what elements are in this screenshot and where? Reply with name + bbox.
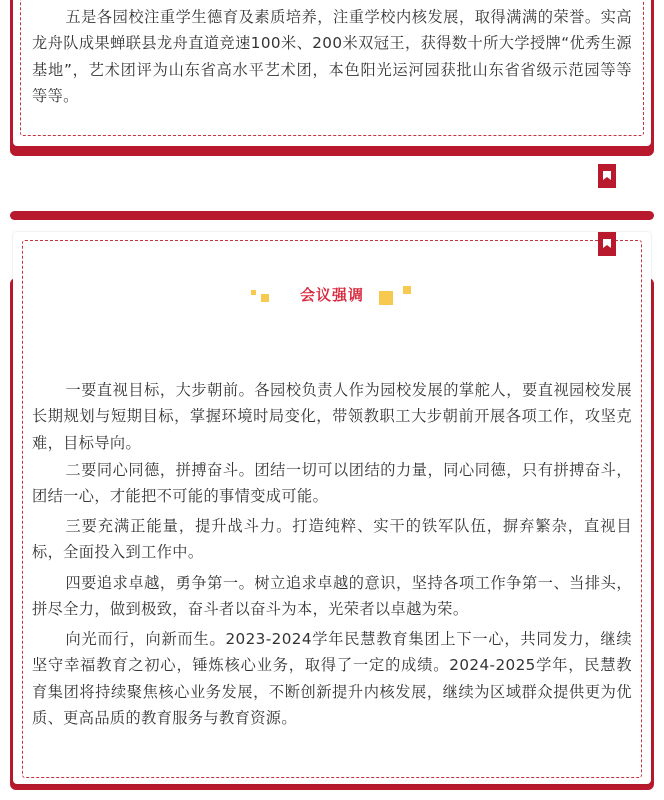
section2-paragraph: 二要同心同德，拼搏奋斗。团结一切可以团结的力量，同心同德，只有拼搏奋斗，团结一心，才能把不可能的事情变成可能。: [32, 461, 632, 506]
section-title: 会议强调: [299, 286, 364, 304]
bookmark-icon: [598, 232, 616, 256]
section2-paragraph: 向光而行，向新而生。2023-2024学年民慧教育集团上下一心，共同发力，继续坚守幸福教育之初心，锤炼核心业务，取得了一定的成绩。2024-2025学年，民慧教育集团将持续聚焦核心业务发展，不断创新提升内核发展，继续为区域群众提供更为优质、更高品质的教育服务与教育资源。: [32, 630, 632, 728]
section-divider: [10, 211, 654, 220]
section2-paragraph: 一要直视目标，大步朝前。各园校负责人作为园校发展的掌舵人，要直视园校发展长期规划与短期目标，掌握环境时局变化，带领教职工大步朝前开展各项工作，攻坚克难，目标导向。: [32, 381, 632, 452]
section1-paragraph: 五是各园校注重学生德育及素质培养，注重学校内核发展，取得满满的荣誉。实高龙舟队成果蝉联县龙舟直道竞速100米、200米双冠王，获得数十所大学授牌“优秀生源基地”，艺术团评为山东省高水平艺术团，本色阳光运河园获批山东省省级示范园等等等等。: [32, 8, 632, 106]
bookmark-icon: [598, 164, 616, 188]
section2-paragraph: 三要充满正能量，提升战斗力。打造纯粹、实干的铁军队伍，摒弃繁杂，直视目标，全面投入到工作中。: [32, 517, 632, 562]
section2-paragraph: 四要追求卓越，勇争第一。树立追求卓越的意识，坚持各项工作争第一、当排头，拼尽全力，做到极致，奋斗者以奋斗为本，光荣者以卓越为荣。: [32, 574, 632, 619]
section-title-row: [0, 284, 664, 305]
